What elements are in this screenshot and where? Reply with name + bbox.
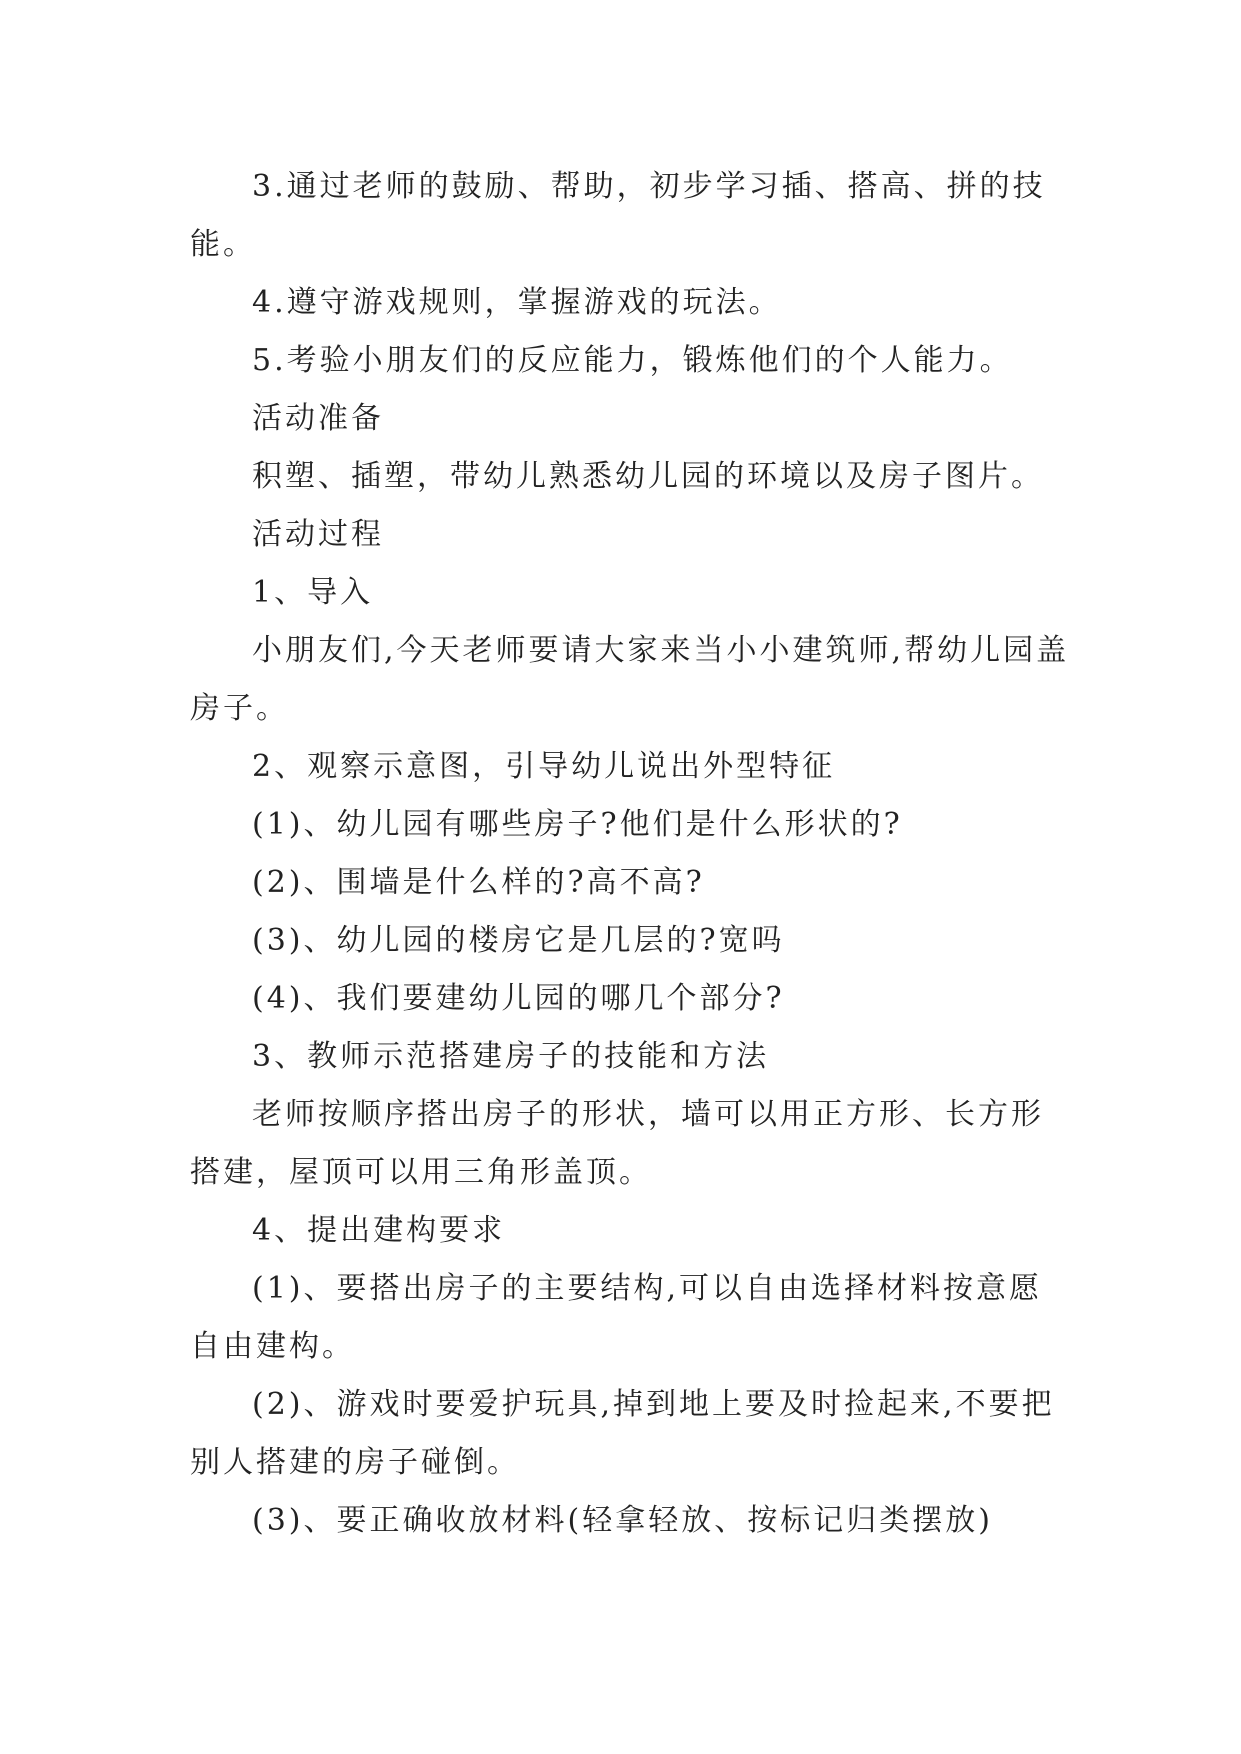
document-body (190, 158, 1070, 1550)
step-2-heading: 2、观察示意图，引导幼儿说出外型特征 (252, 749, 836, 784)
step-4-requirement-3: (3)、要正确收放材料(轻拿轻放、按标记归类摆放) (252, 1503, 993, 1538)
paragraph-objective-3: 3.通过老师的鼓励、帮助，初步学习插、搭高、拼的技能。 (190, 169, 1046, 262)
step-2-question-4: (4)、我们要建幼儿园的哪几个部分? (252, 981, 785, 1016)
step-2-question-1: (1)、幼儿园有哪些房子?他们是什么形状的? (252, 807, 903, 842)
heading-activity-preparation: 活动准备 (252, 401, 384, 436)
step-1-heading: 1、导入 (252, 575, 374, 610)
step-4-requirement-2: (2)、游戏时要爱护玩具,掉到地上要及时捡起来,不要把别人搭建的房子碰倒。 (190, 1387, 1055, 1480)
step-3-text: 老师按顺序搭出房子的形状，墙可以用正方形、长方形搭建，屋顶可以用三角形盖顶。 (190, 1097, 1044, 1190)
paragraph-objective-5: 5.考验小朋友们的反应能力，锻炼他们的个人能力。 (252, 343, 1013, 378)
step-2-question-3: (3)、幼儿园的楼房它是几层的?宽吗 (252, 923, 785, 958)
step-4-heading: 4、提出建构要求 (252, 1213, 506, 1248)
heading-activity-process: 活动过程 (252, 517, 384, 552)
step-2-question-2: (2)、围墙是什么样的?高不高? (252, 865, 705, 900)
paragraph-preparation: 积塑、插塑，带幼儿熟悉幼儿园的环境以及房子图片。 (252, 459, 1044, 494)
step-1-text: 小朋友们,今天老师要请大家来当小小建筑师,帮幼儿园盖房子。 (190, 633, 1070, 726)
step-3-heading: 3、教师示范搭建房子的技能和方法 (252, 1039, 770, 1074)
paragraph-objective-4: 4.遵守游戏规则，掌握游戏的玩法。 (252, 285, 782, 320)
step-4-requirement-1: (1)、要搭出房子的主要结构,可以自由选择材料按意愿自由建构。 (190, 1271, 1043, 1364)
